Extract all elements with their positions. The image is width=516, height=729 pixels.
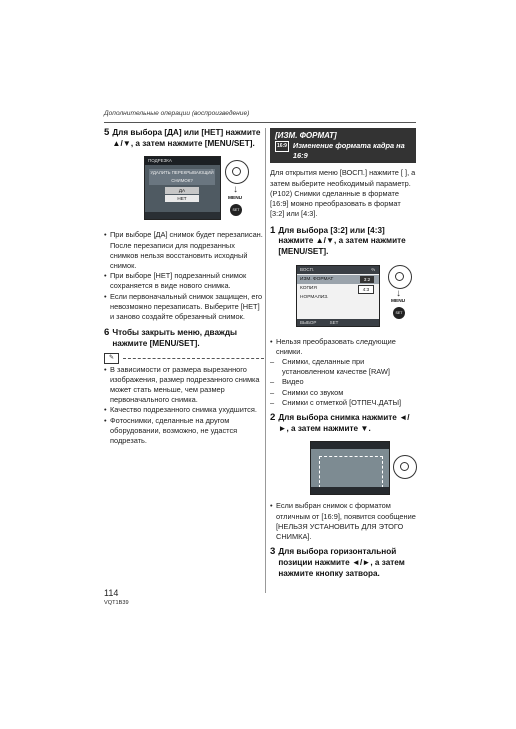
note-no: • При выборе [НЕТ] подрезанный снимок сохраняется в виде нового снимка. — [104, 271, 264, 291]
left-column — [104, 128, 264, 446]
menu-label: MENU — [391, 298, 406, 304]
step-3 — [270, 547, 416, 579]
menu-set-button-icon: SET — [230, 204, 242, 216]
crop-frame — [319, 456, 383, 488]
note-protected: • Если первоначальный снимок защищен, его невозможно перезаписать. Выберите [НЕТ] и заново создайте обрезанный снимок. — [104, 292, 264, 323]
exclusion-video: – Видео — [270, 377, 416, 387]
menu-footer-select: ВЫБОР — [300, 319, 317, 325]
crop-confirm-figure — [104, 154, 264, 226]
note-quality: • Качество подрезанного снимка ухудшится. — [104, 405, 264, 415]
not-169-note: • Если выбран снимок с форматом отличным от [16:9], появится сообщение [НЕЛЬЗЯ УСТАНОВИТЬ ДЛЯ ЭТОГО СНИМКА]. — [270, 501, 416, 542]
menu-footer-set: SET — [329, 319, 339, 325]
cursor-pad-icon — [388, 265, 412, 289]
exclusion-audio: – Снимки со звуком — [270, 388, 416, 398]
menu-row-aspect: ИЗМ. ФОРМАТ — [297, 275, 379, 284]
right-column — [270, 128, 416, 579]
exclusion-raw: – Снимки, сделанные при установленном качестве [RAW] — [270, 357, 416, 377]
option-32: 3:2 — [360, 276, 374, 283]
cannot-convert-note: • Нельзя преобразовать следующие снимки. — [270, 337, 416, 357]
section-banner — [270, 128, 416, 163]
note-yes: • При выборе [ДА] снимок будет перезаписан. После перезаписи для подрезанных снимков нельзя восстановить исходный снимок. — [104, 230, 264, 271]
note-divider — [104, 354, 264, 363]
arrow-down-icon: ↓ — [396, 287, 401, 299]
step-text: Для выбора [3:2] или [4:3] нажмите ▲/▼, а затем нажмите [MENU/SET]. — [278, 225, 406, 256]
menu-page: ⅔ — [371, 266, 375, 272]
dashed-line — [123, 358, 264, 359]
cursor-pad-icon — [225, 160, 249, 184]
photo-select-figure — [270, 439, 416, 497]
camera-screen — [144, 156, 221, 220]
exclusion-date-print: – Снимки с отметкой [ОТПЕЧ.ДАТЫ] — [270, 398, 416, 408]
option-no: НЕТ — [165, 195, 199, 202]
screen-question: УДАЛИТЬ ПЕРЕКРЫВАЮЩИЙ СНИМОК? — [150, 170, 214, 184]
document-code: VQT1B39 — [104, 600, 129, 606]
menu-set-button-icon: SET — [393, 307, 405, 319]
menu-row-normalize: НОРМАЛИЗ. — [300, 294, 329, 300]
camera-menu-screen — [296, 265, 380, 327]
step-text: Для выбора снимка нажмите ◄/►, а затем нажмите ▼. — [278, 413, 410, 433]
step-2 — [270, 413, 416, 434]
step-text: Для выбора [ДА] или [НЕТ] нажмите ▲/▼, а затем нажмите [MENU/SET]. — [112, 128, 261, 148]
screen-footer-bar — [145, 212, 220, 219]
camera-photo-screen — [310, 441, 390, 495]
option-43: 4:3 — [358, 285, 374, 294]
page-number: 114 — [104, 588, 119, 598]
cursor-pad-icon — [393, 455, 417, 479]
step-6 — [104, 328, 264, 349]
intro-text: Для открытия меню [ВОСП.] нажмите [ ], а затем выберите необходимый параметр. (P102) Снимки сделанные в формате [16:9] можно преобразовать в формат [3:2] или [4:3]. — [270, 168, 416, 219]
step-1 — [270, 226, 416, 258]
step-number: 6 — [104, 327, 110, 339]
arrow-down-icon: ↓ — [233, 184, 238, 196]
header-rule — [104, 122, 416, 123]
page-header: Дополнительные операции (воспроизведение) — [104, 110, 250, 117]
note-pencil-icon: ✎ — [104, 353, 119, 364]
menu-title: ВОСП. — [300, 266, 315, 272]
banner-title: [ИЗМ. ФОРМАТ] — [275, 131, 337, 140]
step-text: Чтобы закрыть меню, дважды нажмите [MENU/SET]. — [112, 328, 238, 348]
step-5 — [104, 128, 264, 149]
step-number: 2 — [270, 412, 276, 424]
menu-row-copy: КОПИЯ — [300, 285, 317, 291]
aspect-169-icon: 16:9 — [275, 141, 289, 152]
note-other-device: • Фотоснимки, сделанные на другом оборудовании, возможно, не удастся подрезать. — [104, 416, 264, 447]
aspect-menu-figure — [270, 263, 416, 333]
step-number: 1 — [270, 224, 276, 236]
note-size: • В зависимости от размера вырезанного изображения, размер подрезанного снимка может стать меньше, чем размер первоначального снимка. — [104, 365, 264, 406]
step-number: 5 — [104, 127, 110, 138]
screen-title: ПОДРЕЗКА — [145, 157, 220, 165]
step-number: 3 — [270, 546, 276, 558]
banner-subtitle: Изменение формата кадра на 16:9 — [292, 141, 405, 161]
step-text: Для выбора горизонтальной позиции нажмите ◄/►, а затем нажмите кнопку затвора. — [278, 547, 405, 578]
option-yes: ДА — [165, 187, 199, 194]
menu-label: MENU — [228, 196, 243, 202]
column-divider — [265, 128, 266, 593]
